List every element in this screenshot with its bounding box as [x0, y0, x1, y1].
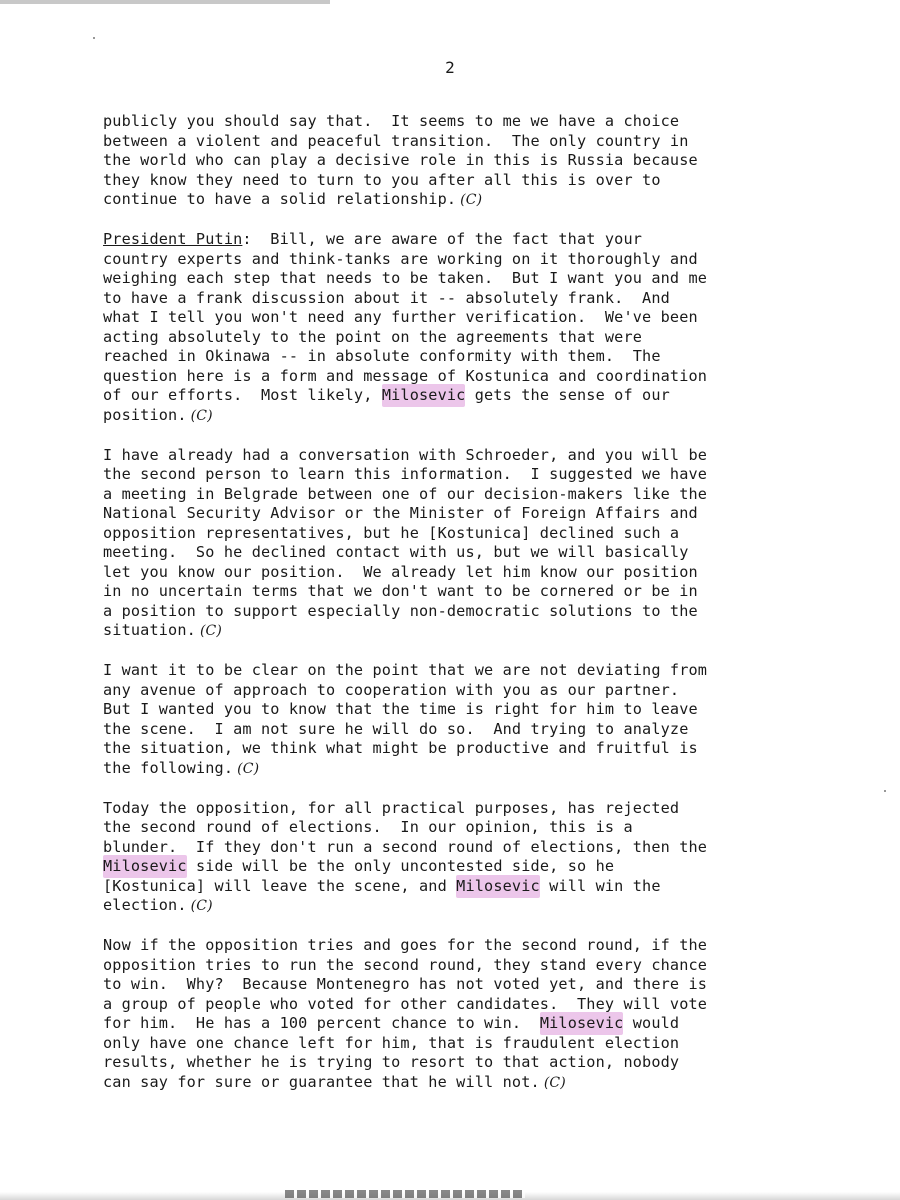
page-number: 2: [445, 58, 455, 77]
classification-marking: (C): [190, 407, 213, 424]
text-line: National Security Advisor or the Minister of Foreign Affairs and: [103, 504, 698, 522]
paragraph-5: [103, 799, 803, 917]
paragraph-1: [103, 112, 803, 211]
text-segment: can say for sure or guarantee that he will not.: [103, 1072, 540, 1091]
text-line: only have one chance left for him, that is fraudulent election: [103, 1033, 680, 1052]
text-line: [103, 759, 803, 780]
highlighted-name: Milosevic: [103, 855, 187, 878]
text-line: what I tell you won't need any further verification. We've been: [103, 308, 698, 326]
text-line: the situation, we think what might be productive and fruitful is: [103, 739, 698, 757]
text-segment: situation.: [103, 621, 196, 639]
text-segment: continue to have a solid relationship.: [103, 190, 457, 208]
highlighted-name: Milosevic: [456, 875, 540, 898]
classification-marking: (C): [199, 623, 223, 639]
text-line: in no uncertain terms that we don't want to be cornered or be in: [103, 582, 698, 600]
text-line: let you know our position. We already let him know our position: [103, 562, 698, 581]
text-segment: election.: [103, 896, 187, 914]
text-line: [103, 857, 803, 877]
text-line: publicly you should say that. It seems to me we have a choice: [103, 112, 680, 130]
text-line: [103, 1073, 803, 1094]
classification-marking: (C): [460, 192, 483, 208]
text-line: [103, 190, 803, 211]
text-line: a meeting in Belgrade between one of our decision-makers like the: [103, 484, 708, 503]
text-line: [103, 621, 803, 642]
text-line: [103, 1014, 803, 1034]
text-line: Today the opposition, for all practical purposes, has rejected: [103, 798, 680, 817]
text-line: I want it to be clear on the point that we are not deviating from: [103, 661, 708, 679]
text-segment: would: [623, 1014, 680, 1032]
text-line: [103, 230, 803, 250]
paragraph-4: [103, 661, 803, 779]
text-segment: [Kostunica] will leave the scene, and: [103, 876, 457, 895]
text-line: opposition tries to run the second round, they stand every chance: [103, 955, 708, 974]
document-body: [103, 112, 803, 1113]
highlighted-name: Milosevic: [382, 384, 466, 407]
text-line: blunder. If they don't run a second round of elections, then the: [103, 837, 708, 856]
scan-speck: [93, 37, 95, 39]
text-line: [103, 406, 803, 427]
text-segment: the following.: [103, 758, 234, 777]
text-line: any avenue of approach to cooperation with you as our partner.: [103, 680, 680, 699]
text-line: the second round of elections. In our opinion, this is a: [103, 818, 633, 836]
text-line: the scene. I am not sure he will do so. And trying to analyze: [103, 719, 689, 738]
text-line: between a violent and peaceful transition. The only country in: [103, 131, 689, 150]
text-line: [103, 386, 803, 406]
text-line: reached in Okinawa -- in absolute conformity with them. The: [103, 347, 661, 365]
text-line: they know they need to turn to you after all this is over to: [103, 170, 661, 189]
scan-edge-top: [0, 0, 330, 4]
classification-marking: (C): [237, 760, 260, 777]
text-line: But I wanted you to know that the time is right for him to leave: [103, 700, 698, 718]
text-line: a position to support especially non-democratic solutions to the: [103, 601, 698, 620]
text-line: acting absolutely to the point on the agreements that were: [103, 327, 643, 346]
text-line: country experts and think-tanks are working on it thoroughly and: [103, 249, 698, 268]
text-line: weighing each step that needs to be taken. But I want you and me: [103, 269, 708, 287]
paragraph-6: [103, 936, 803, 1093]
classification-marking: (C): [543, 1074, 566, 1091]
paragraph-2: [103, 230, 803, 426]
text-segment: gets the sense of our: [465, 386, 670, 404]
footer-classification-stamp: [285, 1190, 525, 1198]
text-line: the second person to learn this information. I suggested we have: [103, 465, 708, 483]
text-line: to win. Why? Because Montenegro has not voted yet, and there is: [103, 975, 708, 993]
text-line: [103, 877, 803, 897]
text-line: the world who can play a decisive role in this is Russia because: [103, 151, 698, 169]
text-line: results, whether he is trying to resort to that action, nobody: [103, 1053, 680, 1071]
text-segment: position.: [103, 405, 187, 424]
text-line: [103, 896, 803, 917]
text-line: to have a frank discussion about it -- absolutely frank. And: [103, 288, 670, 307]
highlighted-name: Milosevic: [540, 1012, 624, 1035]
paragraph-3: [103, 446, 803, 642]
classification-marking: (C): [190, 898, 213, 914]
text-segment: side will be the only uncontested side, so he: [186, 857, 615, 875]
text-line: I have already had a conversation with Schroeder, and you will be: [103, 445, 708, 464]
text-line: meeting. So he declined contact with us, but we will basically: [103, 543, 689, 561]
speaker-label: President Putin: [103, 230, 243, 248]
text-segment: of our efforts. Most likely,: [103, 386, 382, 404]
scan-speck: [884, 790, 886, 792]
text-line: opposition representatives, but he [Kostunica] declined such a: [103, 523, 680, 542]
text-line: a group of people who voted for other candidates. They will vote: [103, 994, 708, 1013]
text-segment: : Bill, we are aware of the fact that your: [242, 230, 643, 248]
text-segment: will win the: [539, 876, 661, 895]
text-line: Now if the opposition tries and goes for the second round, if the: [103, 936, 708, 954]
text-line: question here is a form and message of Kostunica and coordination: [103, 366, 708, 385]
text-segment: for him. He has a 100 percent chance to win.: [103, 1014, 540, 1032]
